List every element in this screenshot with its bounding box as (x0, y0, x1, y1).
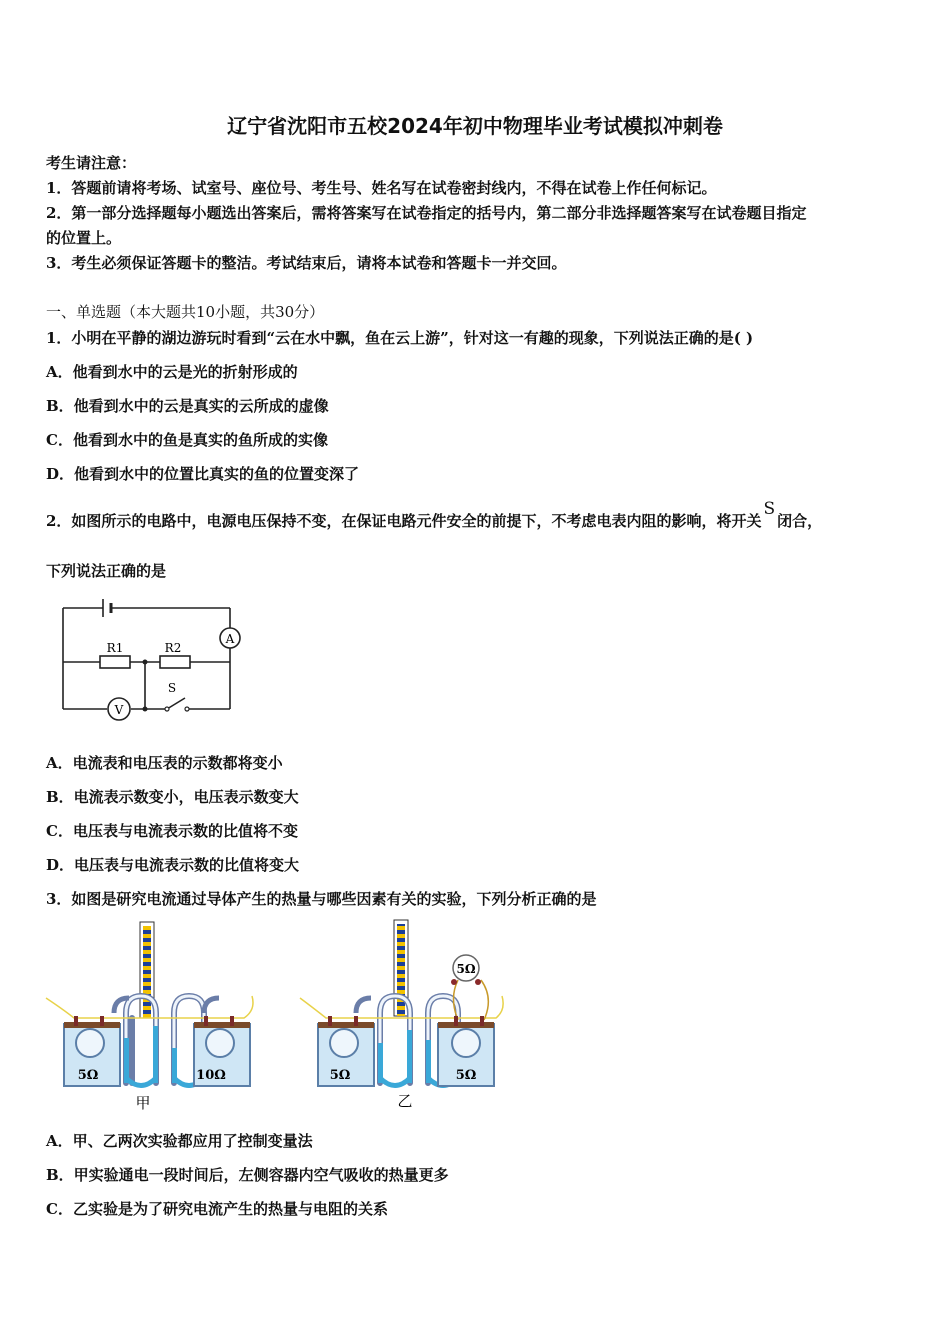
notice-item-2-cont: 的位置上。 (46, 229, 122, 247)
q2-stem-part-a: 2．如图所示的电路中，电源电压保持不变，在保证电路元件安全的前提下，不考虑电表内阻的影响，将开关 (46, 512, 762, 530)
q3-apparatus-diagram (44, 918, 506, 1114)
q2-option-d: D．电压表与电流表示数的比值将变大 (46, 856, 300, 874)
r2-label: R2 (164, 641, 182, 655)
q1-option-b: B．他看到水中的云是真实的云所成的虚像 (46, 397, 329, 415)
q2-stem (46, 499, 823, 531)
notice-item-3: 3．考生必须保证答题卡的整洁。考试结束后，请将本试卷和答题卡一并交回。 (46, 254, 567, 272)
ammeter-label: A (225, 632, 235, 646)
exam-title: 辽宁省沈阳市五校2024年初中物理毕业考试模拟冲刺卷 (227, 114, 723, 138)
r1-label: R1 (106, 641, 124, 655)
yi-left-resistance: 5Ω (329, 1068, 351, 1083)
junction-dot-bottom (143, 707, 148, 712)
q1-stem: 1．小明在平静的湖边游玩时看到“云在水中飘，鱼在云上游”，针对这一有趣的现象，下列说法正确的是( ) (46, 329, 754, 347)
q2-stem-cont: 下列说法正确的是 (46, 562, 167, 580)
resistor-r2 (160, 656, 190, 668)
resistor-r1 (100, 656, 130, 668)
setup-jia (46, 922, 253, 1112)
notice-item-1: 1．答题前请将考场、试室号、座位号、考生号、姓名写在试卷密封线内，不得在试卷上作任何标记。 (46, 179, 717, 197)
yi-parallel-resistance: 5Ω (456, 962, 476, 976)
q2-switch-symbol: S (763, 499, 776, 519)
q2-stem-part-b: 闭合， (777, 512, 823, 530)
jia-label: 甲 (135, 1094, 151, 1112)
notice-header: 考生请注意： (46, 154, 137, 172)
switch-blade (167, 698, 185, 709)
yi-right-resistance: 5Ω (455, 1068, 477, 1083)
jia-right-resistance: 10Ω (196, 1068, 226, 1083)
q2-option-a: A．电流表和电压表的示数都将变小 (46, 754, 283, 772)
q1-option-d: D．他看到水中的位置比真实的鱼的位置变深了 (46, 465, 360, 483)
notice-item-2: 2．第一部分选择题每小题选出答案后，需将答案写在试卷指定的括号内，第二部分非选择题答案写在试卷题目指定 (46, 204, 807, 222)
q2-circuit-diagram (55, 594, 255, 724)
section-heading: 一、单选题（本大题共10小题，共30分） (46, 303, 325, 321)
setup-yi (300, 920, 503, 1110)
q2-option-c: C．电压表与电流表示数的比值将不变 (46, 822, 298, 840)
q2-option-b: B．电流表示数变小，电压表示数变大 (46, 788, 299, 806)
q1-option-a: A．他看到水中的云是光的折射形成的 (46, 363, 298, 381)
q3-option-c: C．乙实验是为了研究电流产生的热量与电阻的关系 (46, 1200, 388, 1218)
junction-dot-top (143, 660, 148, 665)
jia-left-resistance: 5Ω (77, 1068, 99, 1083)
switch-label: S (167, 681, 177, 695)
q3-option-a: A．甲、乙两次实验都应用了控制变量法 (46, 1132, 313, 1150)
q3-option-b: B．甲实验通电一段时间后，左侧容器内空气吸收的热量更多 (46, 1166, 449, 1184)
yi-label: 乙 (397, 1092, 413, 1110)
q1-option-c: C．他看到水中的鱼是真实的鱼所成的实像 (46, 431, 328, 449)
voltmeter-label: V (114, 703, 124, 717)
q3-stem: 3．如图是研究电流通过导体产生的热量与哪些因素有关的实验，下列分析正确的是 (46, 890, 597, 908)
